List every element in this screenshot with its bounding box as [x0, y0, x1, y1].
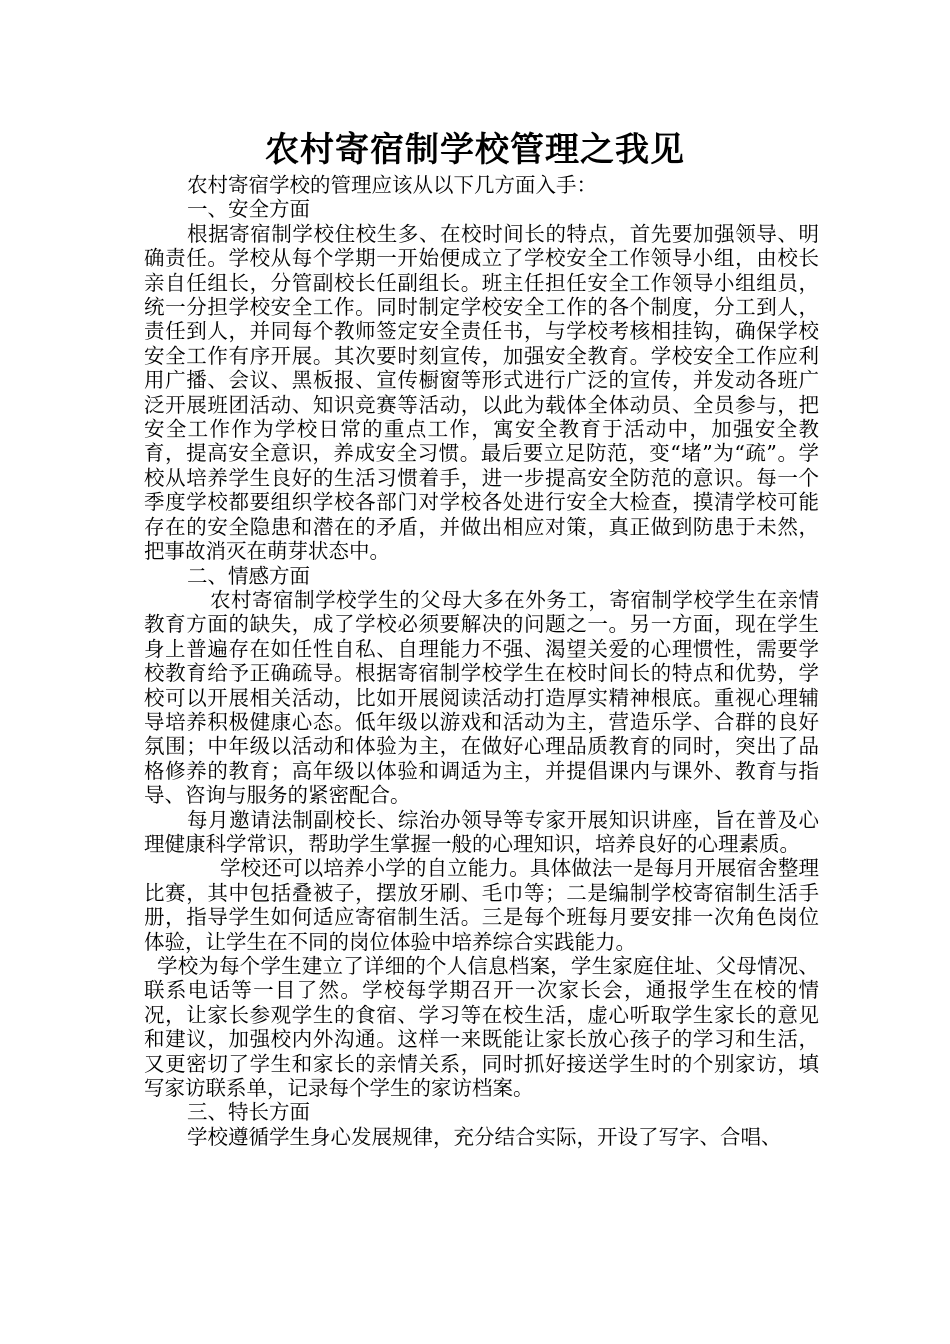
section-heading-emotion: 二、情感方面	[187, 563, 310, 588]
intro-paragraph: 农村寄宿学校的管理应该从以下几方面入手：	[187, 173, 597, 197]
self-reliance-paragraph: 学校还可以培养小学的自立能力。具体做法一是每月开展宿舍整理比赛，其中包括叠被子，摆放牙刷、毛巾等；二是编制学校寄宿制生活手册，指导学生如何适应寄宿制生活。三是每个班每月要安排一次角色岗位体验，让学生在不同的岗位体验中培养综合实践能力。	[144, 856, 819, 954]
section-heading-talent: 三、特长方面	[187, 1100, 310, 1125]
document-title: 农村寄宿制学校管理之我见	[265, 130, 685, 170]
talent-paragraph: 学校遵循学生身心发展规律，充分结合实际，开设了写字、合唱、	[187, 1124, 782, 1149]
lecture-paragraph: 每月邀请法制副校长、综治办领导等专家开展知识讲座，旨在普及心理健康科学常识，帮助学生掌握一般的心理知识，培养良好的心理素质。	[144, 807, 819, 856]
document-body	[144, 173, 819, 1149]
safety-paragraph: 根据寄宿制学校住校生多、在校时间长的特点，首先要加强领导、明确责任。学校从每个学期一开始便成立了学校安全工作领导小组，由校长亲自任组长，分管副校长任副组长。班主任担任安全工作领导小组组员，统一分担学校安全工作。同时制定学校安全工作的各个制度，分工到人，责任到人，并同每个教师签定安全责任书，与学校考核相挂钩，确保学校安全工作有序开展。其次要时刻宣传，加强安全教育。学校安全工作应利用广播、会议、黑板报、宣传橱窗等形式进行广泛的宣传，并发动各班广泛开展班团活动、知识竞赛等活动，以此为载体全体动员、全员参与，把安全工作作为学校日常的重点工作，寓安全教育于活动中，加强安全教育，提高安全意识，养成安全习惯。最后要立足防范，变“堵”为“疏”。学校从培养学生良好的生活习惯着手，进一步提高安全防范的意识。每一个季度学校都要组织学校各部门对学校各处进行安全大检查，摸清学校可能存在的安全隐患和潜在的矛盾，并做出相应对策，真正做到防患于未然，把事故消灭在萌芽状态中。	[144, 221, 819, 564]
section-heading-safety: 一、安全方面	[187, 197, 310, 222]
archive-paragraph: 学校为每个学生建立了详细的个人信息档案，学生家庭住址、父母情况、联系电话等一目了然。学校每学期召开一次家长会，通报学生在校的情况，让家长参观学生的食宿、学习等在校生活，虚心听取学生家长的意见和建议，加强校内外沟通。这样一来既能让家长放心孩子的学习和生活，又更密切了学生和家长的亲情关系，同时抓好接送学生时的个别家访，填写家访联系单，记录每个学生的家访档案。	[144, 954, 819, 1101]
emotion-paragraph: 农村寄宿制学校学生的父母大多在外务工，寄宿制学校学生在亲情教育方面的缺失，成了学校必须要解决的问题之一。另一方面，现在学生身上普遍存在如任性自私、自理能力不强、渴望关爱的心理惯性，需要学校教育给予正确疏导。根据寄宿制学校学生在校时间长的特点和优势，学校可以开展相关活动，比如开展阅读活动打造厚实精神根底。重视心理辅导培养积极健康心态。低年级以游戏和活动为主，营造乐学、合群的良好氛围；中年级以活动和体验为主，在做好心理品质教育的同时，突出了品格修养的教育；高年级以体验和调适为主，并提倡课内与课外、教育与指导、咨询与服务的紧密配合。	[144, 587, 819, 808]
